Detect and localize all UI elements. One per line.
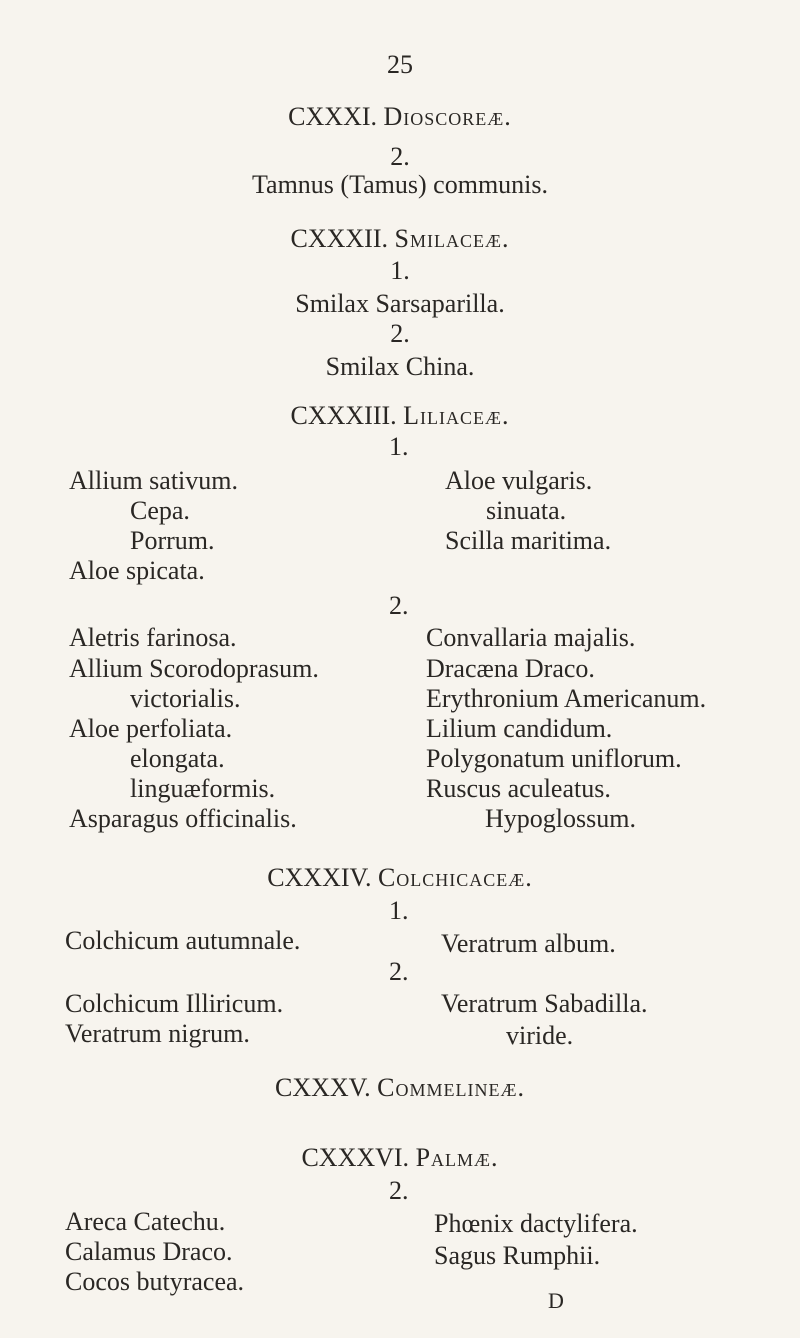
- section-heading-liliaceae: [0, 403, 800, 429]
- species-entry: Veratrum album.: [441, 929, 616, 958]
- section-name: Palmæ.: [415, 1143, 499, 1172]
- species-entry: Areca Catechu.: [65, 1207, 226, 1236]
- section-heading-smilaceae: [0, 226, 800, 252]
- section-name: Colchicaceæ.: [377, 863, 533, 892]
- species-entry: Cocos butyracea.: [65, 1267, 245, 1296]
- section-heading-colchicaceae: [0, 865, 800, 891]
- species-entry: Polygonatum uniflorum.: [426, 744, 682, 773]
- species-entry: Sagus Rumphii.: [434, 1241, 601, 1270]
- species-entry: Ruscus aculeatus.: [426, 774, 611, 803]
- group-number: 1.: [390, 256, 410, 285]
- species-entry: Dracæna Draco.: [426, 654, 595, 683]
- species-entry: victorialis.: [130, 684, 241, 713]
- species-entry: Cepa.: [130, 496, 190, 525]
- section-numeral: CXXXII.: [290, 224, 389, 253]
- group-number: 2.: [389, 591, 409, 620]
- section-numeral: CXXXIV.: [267, 863, 372, 892]
- species-entry: Convallaria majalis.: [426, 623, 636, 652]
- species-entry: Allium sativum.: [69, 466, 238, 495]
- species-entry: Smilax Sarsaparilla.: [295, 289, 505, 318]
- group-number: 1.: [389, 432, 409, 461]
- section-name: Smilaceæ.: [394, 224, 510, 253]
- species-entry: Colchicum autumnale.: [65, 926, 301, 955]
- species-entry: Calamus Draco.: [65, 1237, 233, 1266]
- group-number: 2.: [389, 1176, 409, 1205]
- species-entry: Aloe vulgaris.: [445, 466, 593, 495]
- section-numeral: CXXXIII.: [290, 401, 397, 430]
- species-entry: Aloe perfoliata.: [69, 714, 233, 743]
- species-entry: Phœnix dactylifera.: [434, 1209, 638, 1238]
- section-numeral: CXXXI.: [288, 102, 378, 131]
- signature-mark: D: [548, 1288, 564, 1313]
- section-name: Dioscoreæ.: [383, 102, 512, 131]
- species-entry: Hypoglossum.: [485, 804, 636, 833]
- species-entry: viride.: [506, 1021, 574, 1050]
- species-entry: Colchicum Illiricum.: [65, 989, 284, 1018]
- group-number: 2.: [389, 957, 409, 986]
- species-entry: Veratrum nigrum.: [65, 1019, 250, 1048]
- species-entry: elongata.: [130, 744, 225, 773]
- species-entry: Aloe spicata.: [69, 556, 205, 585]
- section-numeral: CXXXVI.: [301, 1143, 410, 1172]
- species-entry: linguæformis.: [130, 774, 276, 803]
- page-number: 25: [387, 50, 413, 79]
- species-entry: Smilax China.: [325, 352, 475, 381]
- species-entry: Allium Scorodoprasum.: [69, 654, 319, 683]
- species-entry: Tamnus (Tamus) communis.: [251, 170, 549, 199]
- species-entry: Veratrum Sabadilla.: [441, 989, 648, 1018]
- species-entry: Aletris farinosa.: [69, 623, 237, 652]
- species-entry: Erythronium Americanum.: [426, 684, 707, 713]
- section-heading-dioscoreae: [0, 104, 800, 130]
- species-entry: sinuata.: [486, 496, 567, 525]
- species-entry: Lilium candidum.: [426, 714, 613, 743]
- section-name: Liliaceæ.: [403, 401, 510, 430]
- group-number: 1.: [389, 896, 409, 925]
- section-name: Commelineæ.: [377, 1073, 525, 1102]
- group-number: 2.: [390, 142, 410, 171]
- section-heading-commelineae: [0, 1075, 800, 1101]
- section-numeral: CXXXV.: [275, 1073, 371, 1102]
- section-heading-palmae: [0, 1145, 800, 1171]
- species-entry: Scilla maritima.: [445, 526, 612, 555]
- group-number: 2.: [390, 319, 410, 348]
- species-entry: Asparagus officinalis.: [69, 804, 297, 833]
- species-entry: Porrum.: [130, 526, 215, 555]
